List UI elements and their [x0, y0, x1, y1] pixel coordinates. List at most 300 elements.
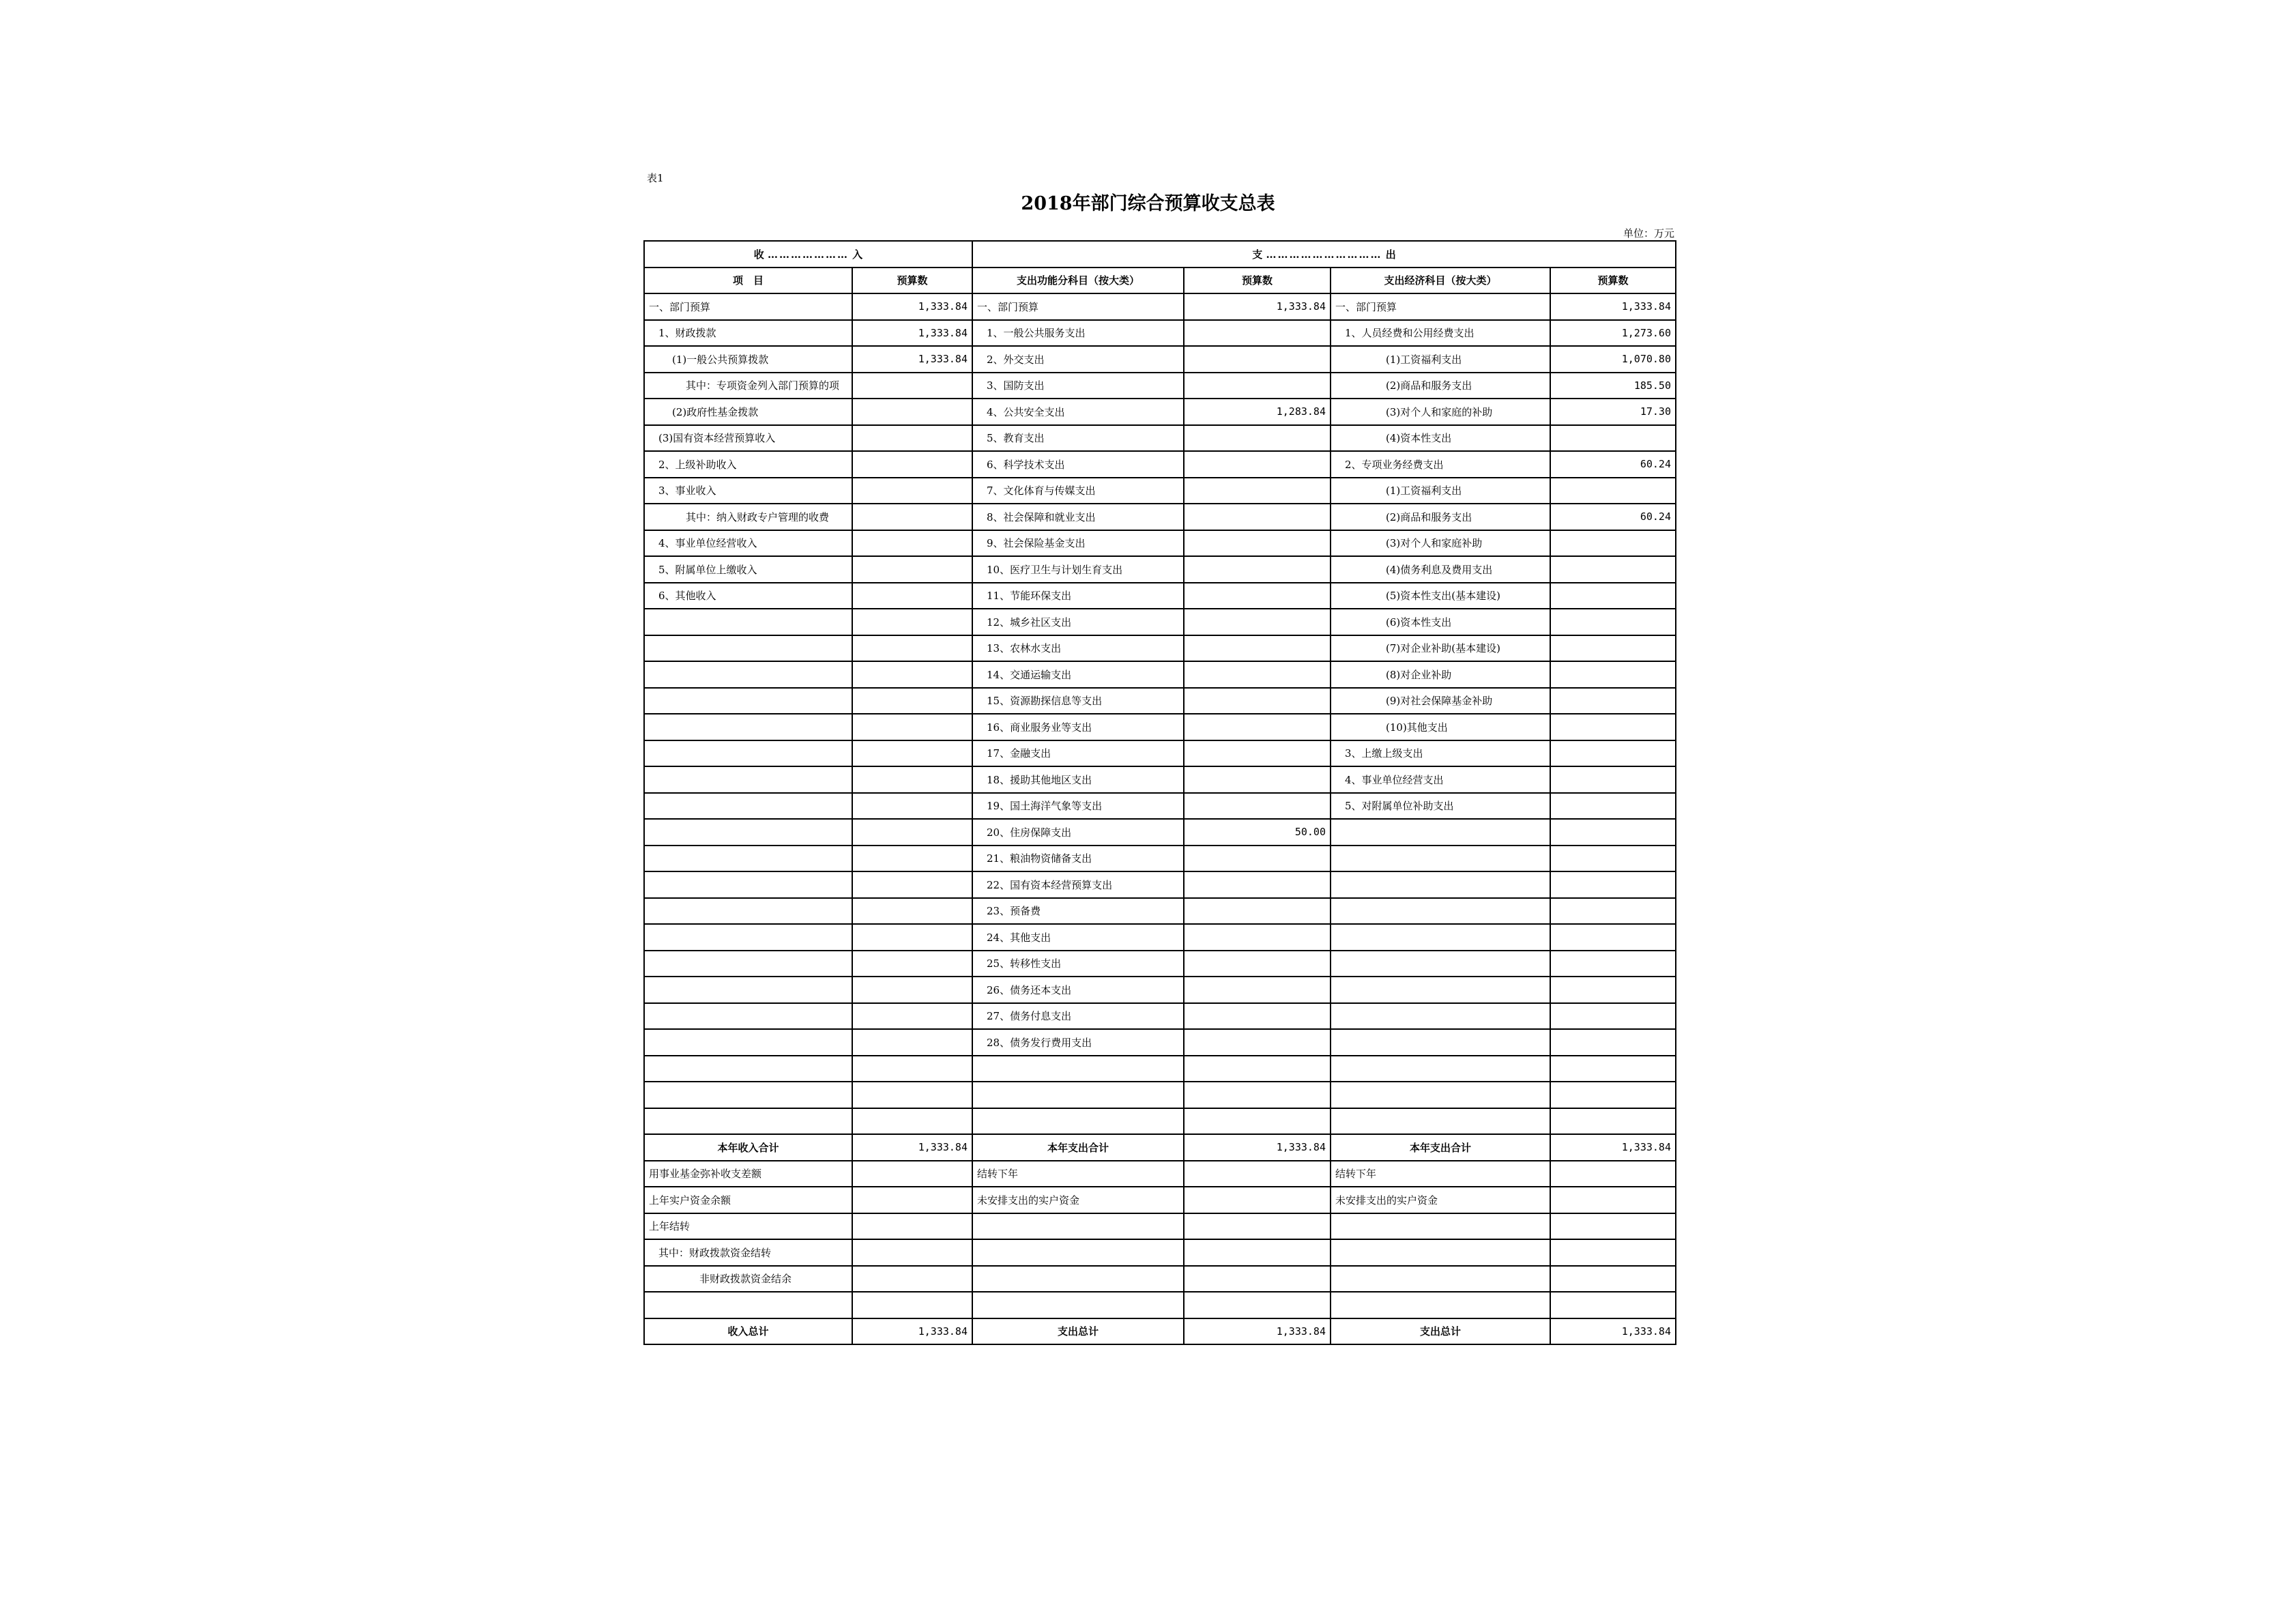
table-row — [644, 635, 1676, 662]
page-title: 2018年部门综合预算收支总表 — [1021, 193, 1275, 214]
income-amount-cell — [852, 1056, 972, 1082]
function-amount-cell — [1184, 846, 1331, 872]
income-amount-cell — [852, 740, 972, 767]
economic-amount-cell — [1550, 819, 1676, 846]
economic-amount-cell — [1550, 977, 1676, 1003]
function-amount-cell — [1184, 635, 1331, 662]
economic-amount-cell: 1,333.84 — [1550, 1318, 1676, 1345]
budget-table-body — [644, 241, 1676, 1344]
income-item-cell — [644, 1003, 852, 1030]
economic-amount-cell — [1550, 793, 1676, 820]
function-subject-cell: 13、农林水支出 — [972, 635, 1184, 662]
economic-amount-cell — [1550, 1239, 1676, 1266]
function-subject-cell: 8、社会保障和就业支出 — [972, 504, 1184, 530]
function-amount-cell: 1,333.84 — [1184, 1318, 1331, 1345]
income-header-dots: ………………… — [768, 248, 849, 261]
function-subject-cell: 28、债务发行费用支出 — [972, 1029, 1184, 1056]
table-row — [644, 1239, 1676, 1266]
function-amount-cell — [1184, 451, 1331, 478]
income-item-cell: 4、事业单位经营收入 — [644, 530, 852, 557]
table-row — [644, 766, 1676, 793]
table-row — [644, 1213, 1676, 1240]
economic-subject-cell: 本年支出合计 — [1331, 1134, 1550, 1161]
income-amount-cell — [852, 661, 972, 688]
function-amount-cell — [1184, 346, 1331, 373]
function-subject-cell: 12、城乡社区支出 — [972, 609, 1184, 635]
function-amount-cell — [1184, 556, 1331, 583]
table-row — [644, 583, 1676, 609]
income-amount-cell — [852, 846, 972, 872]
economic-subject-cell: (5)资本性支出(基本建设) — [1331, 583, 1550, 609]
table-row — [644, 819, 1676, 846]
function-subject-cell: 27、债务付息支出 — [972, 1003, 1184, 1030]
function-amount-cell — [1184, 740, 1331, 767]
economic-subject-cell: 支出总计 — [1331, 1318, 1550, 1345]
economic-amount-cell — [1550, 871, 1676, 898]
table-row — [644, 556, 1676, 583]
income-item-cell: 5、附属单位上缴收入 — [644, 556, 852, 583]
col-header-function-amount: 预算数 — [1184, 268, 1331, 294]
table-row — [644, 951, 1676, 977]
income-item-cell — [644, 898, 852, 925]
income-amount-cell — [852, 1108, 972, 1135]
function-subject-cell: 20、住房保障支出 — [972, 819, 1184, 846]
function-subject-cell: 5、教育支出 — [972, 425, 1184, 452]
table-row — [644, 740, 1676, 767]
income-item-cell — [644, 1029, 852, 1056]
income-item-cell: (3)国有资本经营预算收入 — [644, 425, 852, 452]
economic-amount-cell — [1550, 1292, 1676, 1318]
income-amount-cell: 1,333.84 — [852, 346, 972, 373]
table-row — [644, 1003, 1676, 1030]
function-subject-cell — [972, 1056, 1184, 1082]
function-amount-cell — [1184, 478, 1331, 504]
col-header-economic-subject: 支出经济科目（按大类） — [1331, 268, 1550, 294]
income-amount-cell — [852, 1292, 972, 1318]
function-amount-cell — [1184, 1266, 1331, 1292]
economic-subject-cell — [1331, 924, 1550, 951]
economic-subject-cell: (3)对个人和家庭补助 — [1331, 530, 1550, 557]
table-row — [644, 399, 1676, 425]
economic-subject-cell: (1)工资福利支出 — [1331, 346, 1550, 373]
function-amount-cell — [1184, 1003, 1331, 1030]
income-item-cell — [644, 766, 852, 793]
function-amount-cell — [1184, 924, 1331, 951]
economic-subject-cell — [1331, 1108, 1550, 1135]
income-header-left: 收 — [753, 248, 764, 261]
column-header-row — [644, 268, 1676, 294]
economic-subject-cell: 2、专项业务经费支出 — [1331, 451, 1550, 478]
col-header-economic-amount: 预算数 — [1550, 268, 1676, 294]
function-subject-cell — [972, 1266, 1184, 1292]
col-header-function-subject: 支出功能分科目（按大类） — [972, 268, 1184, 294]
function-amount-cell — [1184, 1213, 1331, 1240]
table-row — [644, 924, 1676, 951]
function-subject-cell: 本年支出合计 — [972, 1134, 1184, 1161]
function-subject-cell: 23、预备费 — [972, 898, 1184, 925]
economic-subject-cell — [1331, 1056, 1550, 1082]
economic-subject-cell: 3、上缴上级支出 — [1331, 740, 1550, 767]
table-row — [644, 1266, 1676, 1292]
function-subject-cell: 22、国有资本经营预算支出 — [972, 871, 1184, 898]
income-amount-cell — [852, 1266, 972, 1292]
income-item-cell: (2)政府性基金拨款 — [644, 399, 852, 425]
unit-label: 单位：万元 — [1623, 227, 1674, 240]
income-item-cell: 6、其他收入 — [644, 583, 852, 609]
economic-amount-cell — [1550, 478, 1676, 504]
function-subject-cell: 结转下年 — [972, 1161, 1184, 1187]
income-header — [644, 241, 972, 268]
function-subject-cell: 15、资源勘探信息等支出 — [972, 688, 1184, 714]
economic-amount-cell — [1550, 951, 1676, 977]
economic-amount-cell — [1550, 1161, 1676, 1187]
function-subject-cell: 14、交通运输支出 — [972, 661, 1184, 688]
economic-amount-cell — [1550, 425, 1676, 452]
economic-subject-cell — [1331, 1082, 1550, 1108]
economic-subject-cell: 4、事业单位经营支出 — [1331, 766, 1550, 793]
function-amount-cell — [1184, 583, 1331, 609]
function-subject-cell: 16、商业服务业等支出 — [972, 714, 1184, 740]
income-item-cell: 本年收入合计 — [644, 1134, 852, 1161]
function-amount-cell — [1184, 373, 1331, 399]
income-item-cell — [644, 871, 852, 898]
table-row — [644, 425, 1676, 452]
economic-subject-cell: 未安排支出的实户资金 — [1331, 1187, 1550, 1213]
function-subject-cell: 9、社会保险基金支出 — [972, 530, 1184, 557]
income-amount-cell — [852, 871, 972, 898]
income-item-cell: 上年实户资金余额 — [644, 1187, 852, 1213]
economic-subject-cell — [1331, 1213, 1550, 1240]
function-amount-cell — [1184, 871, 1331, 898]
income-amount-cell — [852, 951, 972, 977]
income-item-cell — [644, 924, 852, 951]
economic-subject-cell — [1331, 1029, 1550, 1056]
income-item-cell — [644, 1056, 852, 1082]
function-amount-cell — [1184, 425, 1331, 452]
income-amount-cell — [852, 635, 972, 662]
function-amount-cell — [1184, 504, 1331, 530]
function-subject-cell: 3、国防支出 — [972, 373, 1184, 399]
economic-amount-cell — [1550, 1266, 1676, 1292]
income-amount-cell — [852, 451, 972, 478]
economic-amount-cell — [1550, 1082, 1676, 1108]
table-row — [644, 688, 1676, 714]
function-amount-cell: 1,333.84 — [1184, 1134, 1331, 1161]
income-item-cell — [644, 740, 852, 767]
economic-subject-cell: (9)对社会保障基金补助 — [1331, 688, 1550, 714]
income-item-cell — [644, 846, 852, 872]
economic-subject-cell: (2)商品和服务支出 — [1331, 373, 1550, 399]
income-amount-cell — [852, 688, 972, 714]
function-subject-cell: 1、一般公共服务支出 — [972, 320, 1184, 347]
income-amount-cell — [852, 1029, 972, 1056]
economic-subject-cell: (4)债务利息及费用支出 — [1331, 556, 1550, 583]
income-amount-cell: 1,333.84 — [852, 1134, 972, 1161]
function-subject-cell: 18、援助其他地区支出 — [972, 766, 1184, 793]
function-subject-cell: 4、公共安全支出 — [972, 399, 1184, 425]
income-item-cell — [644, 977, 852, 1003]
economic-subject-cell — [1331, 1292, 1550, 1318]
function-subject-cell — [972, 1213, 1184, 1240]
function-amount-cell — [1184, 1292, 1331, 1318]
function-amount-cell — [1184, 1056, 1331, 1082]
income-amount-cell — [852, 924, 972, 951]
table-row — [644, 977, 1676, 1003]
function-subject-cell: 一、部门预算 — [972, 293, 1184, 320]
income-item-cell — [644, 1108, 852, 1135]
function-subject-cell — [972, 1082, 1184, 1108]
function-amount-cell — [1184, 661, 1331, 688]
table-row — [644, 714, 1676, 740]
table-row — [644, 1318, 1676, 1345]
function-subject-cell: 11、节能环保支出 — [972, 583, 1184, 609]
expense-header-left: 支 — [1252, 248, 1263, 261]
income-amount-cell — [852, 1082, 972, 1108]
income-amount-cell — [852, 530, 972, 557]
economic-subject-cell — [1331, 1239, 1550, 1266]
function-amount-cell — [1184, 1029, 1331, 1056]
income-amount-cell — [852, 478, 972, 504]
function-amount-cell — [1184, 714, 1331, 740]
income-item-cell: 1、财政拨款 — [644, 320, 852, 347]
income-amount-cell: 1,333.84 — [852, 1318, 972, 1345]
table-row — [644, 478, 1676, 504]
function-subject-cell: 25、转移性支出 — [972, 951, 1184, 977]
function-subject-cell: 24、其他支出 — [972, 924, 1184, 951]
function-amount-cell — [1184, 688, 1331, 714]
function-amount-cell — [1184, 898, 1331, 925]
economic-amount-cell — [1550, 714, 1676, 740]
economic-amount-cell: 1,070.80 — [1550, 346, 1676, 373]
function-amount-cell — [1184, 1161, 1331, 1187]
table-row — [644, 1161, 1676, 1187]
economic-amount-cell: 1,333.84 — [1550, 293, 1676, 320]
function-subject-cell — [972, 1292, 1184, 1318]
income-item-cell: 其中：财政拨款资金结转 — [644, 1239, 852, 1266]
expense-header-dots: ………………………… — [1266, 248, 1382, 261]
income-item-cell — [644, 661, 852, 688]
budget-table — [643, 240, 1676, 1345]
function-amount-cell — [1184, 766, 1331, 793]
function-amount-cell — [1184, 1082, 1331, 1108]
economic-amount-cell — [1550, 1056, 1676, 1082]
economic-subject-cell — [1331, 1266, 1550, 1292]
economic-subject-cell — [1331, 898, 1550, 925]
economic-amount-cell: 60.24 — [1550, 504, 1676, 530]
economic-subject-cell — [1331, 819, 1550, 846]
income-amount-cell — [852, 793, 972, 820]
function-subject-cell: 10、医疗卫生与计划生育支出 — [972, 556, 1184, 583]
income-item-cell: 上年结转 — [644, 1213, 852, 1240]
income-item-cell — [644, 819, 852, 846]
income-amount-cell — [852, 425, 972, 452]
table-row — [644, 898, 1676, 925]
col-header-item: 项 目 — [644, 268, 852, 294]
function-amount-cell: 1,283.84 — [1184, 399, 1331, 425]
function-amount-cell — [1184, 1239, 1331, 1266]
table-row — [644, 1082, 1676, 1108]
table-row — [644, 451, 1676, 478]
income-item-cell: 3、事业收入 — [644, 478, 852, 504]
table-row — [644, 1134, 1676, 1161]
income-amount-cell — [852, 1239, 972, 1266]
table-row — [644, 846, 1676, 872]
economic-subject-cell: (3)对个人和家庭的补助 — [1331, 399, 1550, 425]
function-amount-cell — [1184, 951, 1331, 977]
top-header-row — [644, 241, 1676, 268]
table-row — [644, 871, 1676, 898]
table-row — [644, 1292, 1676, 1318]
income-header-right: 入 — [852, 248, 863, 261]
income-amount-cell — [852, 766, 972, 793]
income-amount-cell — [852, 1161, 972, 1187]
economic-subject-cell: 结转下年 — [1331, 1161, 1550, 1187]
income-amount-cell — [852, 819, 972, 846]
economic-amount-cell — [1550, 740, 1676, 767]
income-item-cell — [644, 793, 852, 820]
table-row — [644, 346, 1676, 373]
economic-subject-cell: 5、对附属单位补助支出 — [1331, 793, 1550, 820]
economic-subject-cell: (1)工资福利支出 — [1331, 478, 1550, 504]
table-row — [644, 373, 1676, 399]
income-amount-cell — [852, 556, 972, 583]
economic-subject-cell: (6)资本性支出 — [1331, 609, 1550, 635]
economic-subject-cell — [1331, 871, 1550, 898]
economic-amount-cell — [1550, 846, 1676, 872]
income-item-cell — [644, 1292, 852, 1318]
function-amount-cell — [1184, 793, 1331, 820]
income-amount-cell — [852, 1187, 972, 1213]
function-amount-cell: 50.00 — [1184, 819, 1331, 846]
economic-amount-cell — [1550, 661, 1676, 688]
economic-amount-cell — [1550, 1029, 1676, 1056]
function-subject-cell — [972, 1239, 1184, 1266]
economic-amount-cell: 1,273.60 — [1550, 320, 1676, 347]
economic-amount-cell: 17.30 — [1550, 399, 1676, 425]
table-row — [644, 1056, 1676, 1082]
economic-subject-cell: 一、部门预算 — [1331, 293, 1550, 320]
economic-subject-cell: (8)对企业补助 — [1331, 661, 1550, 688]
table-row — [644, 293, 1676, 320]
economic-amount-cell — [1550, 556, 1676, 583]
income-item-cell: 其中：专项资金列入部门预算的项 — [644, 373, 852, 399]
income-amount-cell — [852, 583, 972, 609]
income-amount-cell — [852, 1213, 972, 1240]
table-row — [644, 1108, 1676, 1135]
expense-header — [972, 241, 1676, 268]
function-amount-cell — [1184, 320, 1331, 347]
economic-subject-cell: 1、人员经费和公用经费支出 — [1331, 320, 1550, 347]
table-row — [644, 504, 1676, 530]
economic-amount-cell — [1550, 1003, 1676, 1030]
income-amount-cell — [852, 399, 972, 425]
function-subject-cell: 21、粮油物资储备支出 — [972, 846, 1184, 872]
expense-header-right: 出 — [1385, 248, 1396, 261]
economic-subject-cell — [1331, 846, 1550, 872]
economic-amount-cell — [1550, 530, 1676, 557]
function-amount-cell: 1,333.84 — [1184, 293, 1331, 320]
economic-amount-cell — [1550, 766, 1676, 793]
income-item-cell: 用事业基金弥补收支差额 — [644, 1161, 852, 1187]
income-amount-cell — [852, 609, 972, 635]
income-item-cell — [644, 609, 852, 635]
economic-subject-cell: (7)对企业补助(基本建设) — [1331, 635, 1550, 662]
economic-amount-cell — [1550, 1187, 1676, 1213]
function-subject-cell: 支出总计 — [972, 1318, 1184, 1345]
economic-subject-cell — [1331, 1003, 1550, 1030]
income-amount-cell — [852, 714, 972, 740]
function-subject-cell: 17、金融支出 — [972, 740, 1184, 767]
economic-subject-cell: (10)其他支出 — [1331, 714, 1550, 740]
table-row — [644, 661, 1676, 688]
function-amount-cell — [1184, 1108, 1331, 1135]
income-item-cell: (1)一般公共预算拨款 — [644, 346, 852, 373]
function-subject-cell: 7、文化体育与传媒支出 — [972, 478, 1184, 504]
income-item-cell: 非财政拨款资金结余 — [644, 1266, 852, 1292]
income-amount-cell — [852, 1003, 972, 1030]
income-item-cell — [644, 714, 852, 740]
income-item-cell: 收入总计 — [644, 1318, 852, 1345]
table-id-label: 表1 — [647, 172, 664, 184]
function-subject-cell: 未安排支出的实户资金 — [972, 1187, 1184, 1213]
table-row — [644, 1187, 1676, 1213]
economic-subject-cell: (2)商品和服务支出 — [1331, 504, 1550, 530]
income-item-cell: 其中：纳入财政专户管理的收费 — [644, 504, 852, 530]
income-amount-cell — [852, 898, 972, 925]
economic-amount-cell — [1550, 583, 1676, 609]
economic-amount-cell — [1550, 924, 1676, 951]
income-amount-cell: 1,333.84 — [852, 320, 972, 347]
economic-amount-cell — [1550, 898, 1676, 925]
economic-amount-cell: 60.24 — [1550, 451, 1676, 478]
function-amount-cell — [1184, 530, 1331, 557]
function-subject-cell — [972, 1108, 1184, 1135]
economic-subject-cell — [1331, 977, 1550, 1003]
function-amount-cell — [1184, 1187, 1331, 1213]
income-item-cell: 2、上级补助收入 — [644, 451, 852, 478]
economic-subject-cell: (4)资本性支出 — [1331, 425, 1550, 452]
income-amount-cell — [852, 373, 972, 399]
function-subject-cell: 26、债务还本支出 — [972, 977, 1184, 1003]
income-item-cell: 一、部门预算 — [644, 293, 852, 320]
table-row — [644, 320, 1676, 347]
income-item-cell — [644, 688, 852, 714]
economic-amount-cell — [1550, 609, 1676, 635]
function-amount-cell — [1184, 977, 1331, 1003]
economic-amount-cell — [1550, 635, 1676, 662]
economic-amount-cell — [1550, 1108, 1676, 1135]
income-amount-cell — [852, 977, 972, 1003]
function-amount-cell — [1184, 609, 1331, 635]
economic-amount-cell: 1,333.84 — [1550, 1134, 1676, 1161]
income-item-cell — [644, 635, 852, 662]
table-row — [644, 793, 1676, 820]
function-subject-cell: 2、外交支出 — [972, 346, 1184, 373]
economic-amount-cell — [1550, 1213, 1676, 1240]
table-row — [644, 1029, 1676, 1056]
income-amount-cell — [852, 504, 972, 530]
table-row — [644, 530, 1676, 557]
income-item-cell — [644, 951, 852, 977]
economic-amount-cell — [1550, 688, 1676, 714]
economic-subject-cell — [1331, 951, 1550, 977]
income-item-cell — [644, 1082, 852, 1108]
col-header-income-amount: 预算数 — [852, 268, 972, 294]
income-amount-cell: 1,333.84 — [852, 293, 972, 320]
economic-amount-cell: 185.50 — [1550, 373, 1676, 399]
table-row — [644, 609, 1676, 635]
function-subject-cell: 6、科学技术支出 — [972, 451, 1184, 478]
